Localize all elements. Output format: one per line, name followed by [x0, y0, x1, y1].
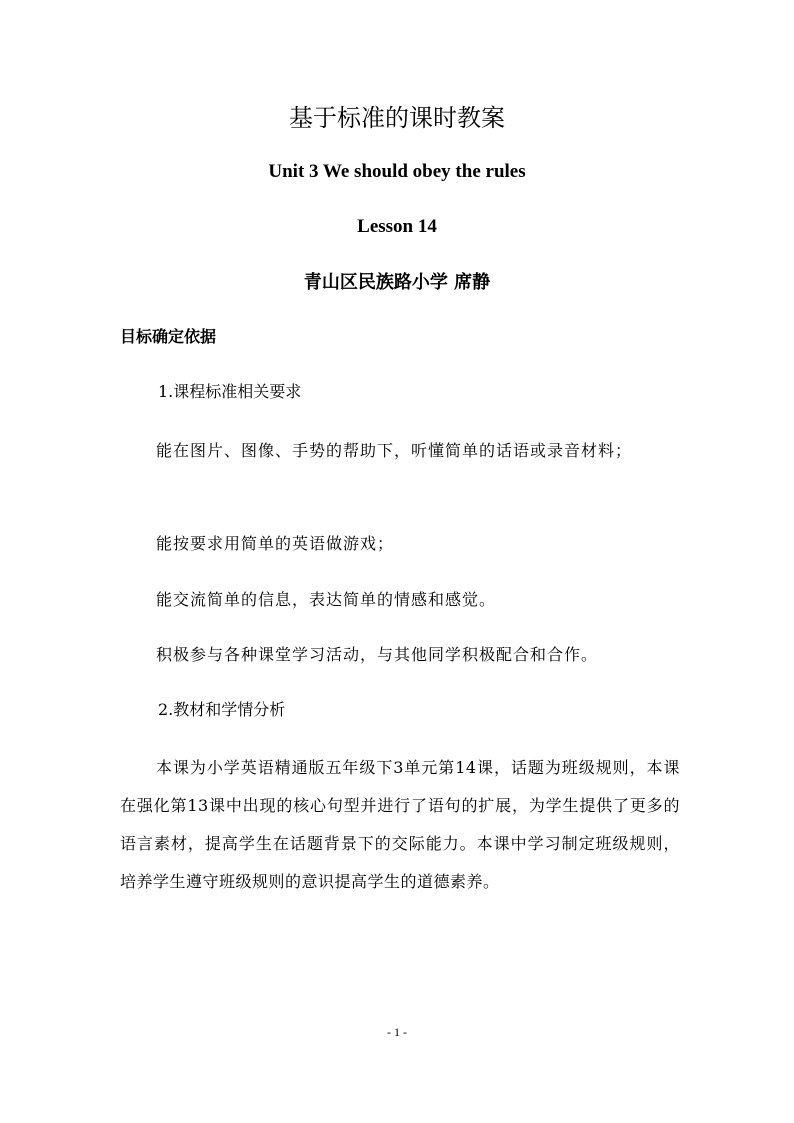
requirement-paragraph: 能交流简单的信息，表达简单的情感和感觉。: [156, 590, 497, 609]
page-number: - 1 -: [387, 1025, 407, 1039]
section-heading: 目标确定依据: [120, 327, 217, 346]
requirement-paragraph: 积极参与各种课堂学习活动，与其他同学积极配合和合作。: [156, 645, 599, 664]
lesson-title: Lesson 14: [357, 216, 437, 237]
document-title: 基于标准的课时教案: [289, 104, 505, 132]
unit-title: Unit 3 We should obey the rules: [268, 161, 526, 182]
subsection-curriculum-requirements: 1.课程标准相关要求: [158, 382, 302, 401]
requirement-paragraph: 能按要求用简单的英语做游戏；: [156, 534, 395, 553]
school-author: 青山区民族路小学 席静: [303, 272, 491, 293]
requirement-paragraph: 能在图片、图像、手势的帮助下，听懂简单的话语或录音材料；: [156, 441, 633, 460]
subsection-material-analysis: 2.教材和学情分析: [158, 700, 286, 719]
analysis-paragraph: 本课为小学英语精通版五年级下3单元第14课，话题为班级规则，本课在强化第13课中出现的核心句型并进行了语句的扩展，为学生提供了更多的语言素材，提高学生在话题背景下的交际能力。本课中学习制定班级规则，培养学生遵守班级规则的意识提高学生的道德素养。: [120, 758, 680, 891]
